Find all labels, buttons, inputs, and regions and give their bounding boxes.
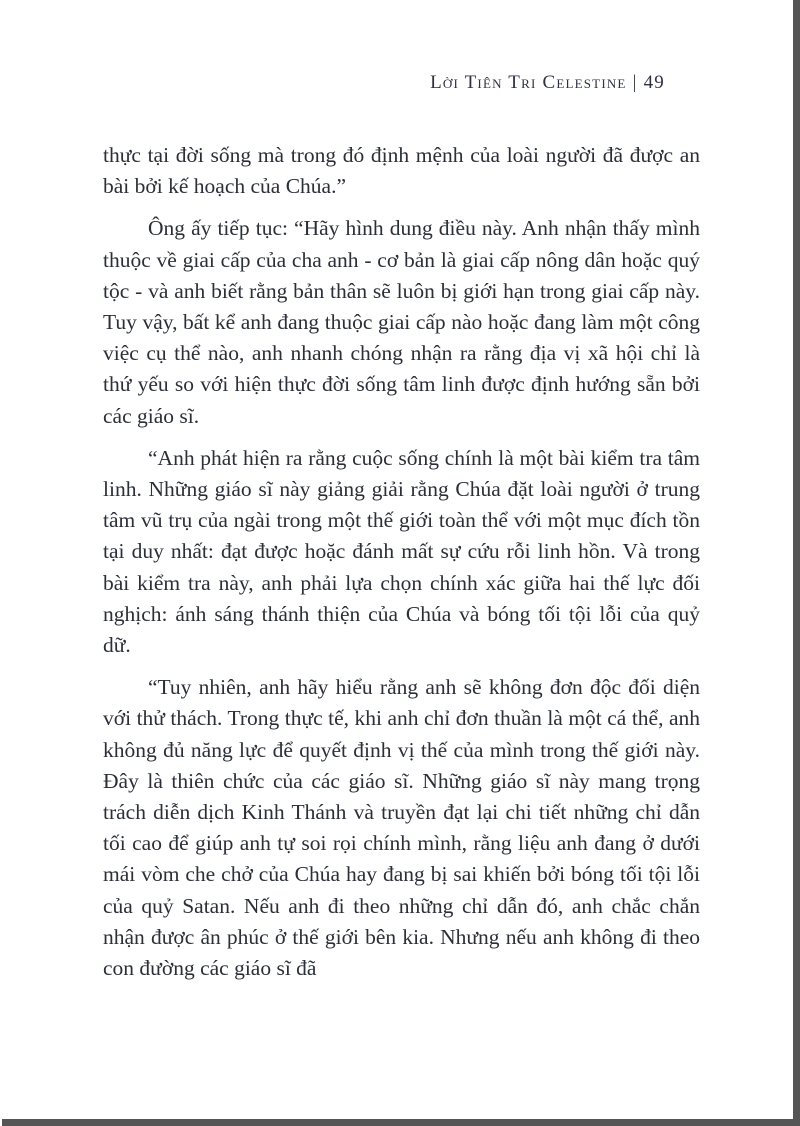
body-text — [103, 140, 700, 995]
paragraph: “Tuy nhiên, anh hãy hiểu rằng anh sẽ không đơn độc đối diện với thử thách. Trong thực tế, khi anh chỉ đơn thuần là một cá thể, anh không đủ năng lực để quyết định vị thế của mình trong thế giới này. Đây là thiên chức của các giáo sĩ. Những giáo sĩ này mang trọng trách diễn dịch Kinh Thánh và truyền đạt lại chi tiết những chỉ dẫn tối cao để giúp anh tự soi rọi chính mình, rằng liệu anh đang ở dưới mái vòm che chở của Chúa hay đang bị sai khiến bởi bóng tối tội lỗi của quỷ Satan. Nếu anh đi theo những chỉ dẫn đó, anh chắc chắn nhận được ân phúc ở thế giới bên kia. Nhưng nếu anh không đi theo con đường các giáo sĩ đã — [103, 675, 700, 981]
running-header — [430, 72, 665, 94]
page-number: 49 — [643, 72, 665, 93]
running-header-book-title: Lời Tiên Tri Celestine — [430, 72, 627, 93]
paragraph: thực tại đời sống mà trong đó định mệnh của loài người đã được an bài bởi kế hoạch của Chúa.” — [103, 143, 700, 199]
paragraph: Ông ấy tiếp tục: “Hãy hình dung điều này. Anh nhận thấy mình thuộc về giai cấp của cha anh - cơ bản là giai cấp nông dân hoặc quý tộc - và anh biết rằng bản thân sẽ luôn bị giới hạn trong giai cấp này. Tuy vậy, bất kể anh đang thuộc giai cấp nào hoặc đang làm một công việc cụ thể nào, anh nhanh chóng nhận ra rằng địa vị xã hội chỉ là thứ yếu so với hiện thực đời sống tâm linh được định hướng sẵn bởi các giáo sĩ. — [103, 216, 700, 428]
scan-edge-bottom — [2, 1119, 800, 1126]
running-header-separator: | — [632, 72, 638, 93]
paragraph: “Anh phát hiện ra rằng cuộc sống chính là một bài kiểm tra tâm linh. Những giáo sĩ này giảng giải rằng Chúa đặt loài người ở trung tâm vũ trụ của ngài trong một thế giới toàn thể với một mục đích tồn tại duy nhất: đạt được hoặc đánh mất sự cứu rỗi linh hồn. Và trong bài kiểm tra này, anh phải lựa chọn chính xác giữa hai thế lực đối nghịch: ánh sáng thánh thiện của Chúa và bóng tối tội lỗi của quỷ dữ. — [103, 445, 700, 658]
scan-edge-right — [793, 0, 800, 1126]
